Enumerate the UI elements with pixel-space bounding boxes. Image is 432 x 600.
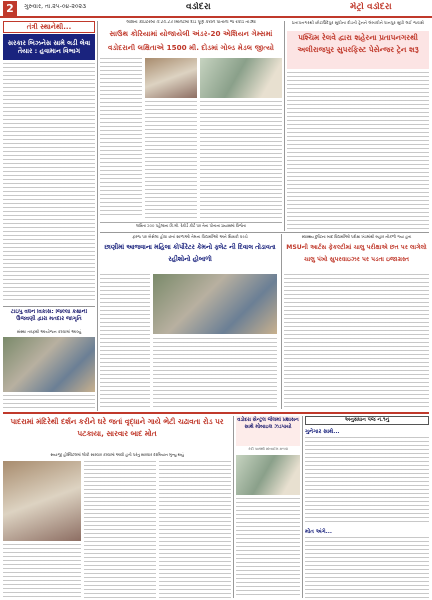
- top-headline2: વડોદરાની લક્ષિતાએ 1500 મી. દોડમાં ગોલ્ડ મેડલ જીત્યો: [108, 43, 274, 52]
- top-body-col2: [145, 101, 197, 218]
- mid-left-body-2: [153, 338, 277, 408]
- continuation-tag-box: [305, 416, 429, 425]
- bottom-kicker: સયાજી હોસ્પિટલમાં લોકો સારવાર કરવામાં આવી હતી પરંતુ સારવાર દરમિયાન મૃત્યુ થયું: [50, 452, 184, 457]
- divider: [3, 412, 429, 414]
- mid-right-kicker-box: [284, 234, 429, 241]
- editorial-headline: સરકાર બિઝનેસ સામે લડી લેવા તૈયાર : હવામાન વિભાગ: [7, 39, 91, 55]
- right-headline: પશ્ચિમ રેલવે દ્વારા શહેરના પ્રતાપનગરથી અલીરાજપુર સુપરફિસ્ટ પેસેન્જર ટ્રેન શરૂ: [297, 33, 419, 54]
- bottom-kicker-box: [3, 452, 231, 459]
- bottom-body-col2: [84, 461, 156, 598]
- side-body: [236, 498, 300, 598]
- cont-body2: [305, 537, 429, 598]
- mid-kicker: ફરજ પર બેસેલા હોવા છતાં શાળાઓ તેમના વિદ્યાર્થીઓ અને શિક્ષકો વચ્ચે: [132, 234, 248, 239]
- mid-right-headline-box: [284, 242, 429, 270]
- mid-left-body: [100, 274, 150, 408]
- mid-right-kicker: સ્વાસ્થ્ય દુર્ઘટના બાદ વિદ્યાર્થીઓ પરીક્ષા ખંડમાંથી બહાર નીકળી ગયા હતા: [301, 234, 412, 239]
- section-city: વડોદરા: [186, 2, 211, 12]
- divider: [100, 232, 429, 233]
- top-kicker-box: [100, 20, 282, 27]
- cont-headline2: મોત અંગે...: [305, 529, 332, 535]
- story2-headline: ટાઇપુ વર્ધન વિકાસ: જિલ્લા કક્ષાની ઉજવણી દ્વારા મતદાર જાગૃતિ: [10, 309, 88, 322]
- column-divider: [281, 234, 282, 409]
- column-divider: [302, 416, 303, 598]
- editorial-body-text: [3, 63, 95, 303]
- page-number: 2: [3, 1, 17, 16]
- cont-headline1: ગુનેગાર સાથે...: [305, 429, 340, 435]
- cont-body1: [305, 437, 429, 525]
- cont-headline1-box: [305, 428, 429, 436]
- side-headline-box: [236, 416, 300, 446]
- edition-date: ગુરુવાર, તા.૨૫-૦૪-૨૦૨૩: [24, 3, 87, 10]
- bottom-body-col1: [3, 544, 81, 598]
- right-kicker-box: [287, 20, 429, 30]
- top-body-col3: [200, 101, 282, 218]
- continuation-tag: અનુસંધાન પેજ નં.૧નું: [344, 417, 390, 423]
- top-kicker: લક્ષિતા ક્રાઇટેરબા 4:24.23 મિનિટમાં દોડ પૂર્ણ કરીને પોતાનો જ રેકોર્ડ તોડ્યો: [126, 20, 256, 25]
- brand-title: મેટ્રો વડોદરા: [350, 2, 392, 12]
- mid-left-headline: છાણીમાં આજવાના મહિલા કોર્પોરેટર કેમનો ફ્લેટ ની દિવાલ તોડાવતા રહીશોનો હોબાળો: [104, 244, 276, 263]
- top-footer-box: [100, 222, 282, 228]
- mid-right-body: [284, 274, 429, 408]
- bottom-body-col3: [159, 461, 231, 598]
- editorial-tag: તંત્રી સ્થાનેથી...: [26, 23, 72, 31]
- top-footer: લક્ષિતા 200 પહેલાના કિ.મી. રેકોર્ડ કોર્ટ પર તેના પોતાના પ્રયાસમાં વિજેતા: [136, 223, 246, 228]
- top-photo-2: [200, 58, 282, 98]
- column-divider: [97, 21, 98, 411]
- top-headline2-box: [100, 41, 282, 55]
- mid-right-headline: MSUની આર્ટસ ફેકલ્ટીમાં ચાલુ પરીક્ષાએ છત પર લાગેલો ચાલુ પંખો સુપરવાઇઝર પર પડતા ઇજાગ્રસ્ત: [286, 244, 427, 263]
- top-headline1: સાઉથ કોરિયામાં યોજાયેલી અંડર-20 એશિયન ગેમ્સમાં: [109, 29, 273, 38]
- mid-left-photo: [153, 274, 277, 334]
- mid-left-headline-box: [100, 242, 280, 270]
- side-photo: [236, 455, 300, 495]
- right-body-text: [287, 72, 429, 230]
- right-headline-box: [287, 31, 429, 69]
- story2-kicker-box: [3, 329, 95, 335]
- side-kicker-box: [236, 447, 300, 453]
- story2-photo: [3, 337, 95, 392]
- top-body-col1: [100, 58, 142, 218]
- story2-kicker: સંસ્થા તરફથી આયોજન કરવામાં આવ્યું: [16, 329, 82, 334]
- bottom-headline: પાદરામાં મંદિરેથી દર્શન કરીને ઘરે જતાં વૃદ્ધાને ગાયે ભેટી ચઢાવતા રોડ પર પટકાયા, સારવાર બાદ મોત: [10, 417, 224, 438]
- side-headline: વડોદરા સેન્ટ્રલ જેલમાં પ્રશાસન સાથે મોબાઇલ ઝડપાયો: [237, 417, 299, 430]
- right-kicker: પ્રતાપનગરથી છોટાઉદેપુર સુધીના દોડતી ટ્રેનને લંબાવીને ધાનપુર સુધી લઈ જવાશે: [291, 20, 425, 25]
- cont-headline2-box: [305, 528, 429, 536]
- column-divider: [233, 416, 234, 598]
- top-headline1-box: [100, 27, 282, 41]
- bottom-headline-box: [3, 416, 231, 452]
- editorial-tag-box: [3, 21, 95, 33]
- mid-kicker-box: [100, 234, 280, 241]
- story2-headline-box: [3, 309, 95, 329]
- page-header: [0, 0, 432, 18]
- column-divider: [284, 21, 285, 231]
- bottom-photo: [3, 461, 81, 541]
- story2-body-text: [3, 395, 95, 411]
- divider: [3, 306, 95, 307]
- editorial-headline-box: [3, 34, 95, 60]
- side-kicker: કેદી પાસેથી મોબાઈલ મળ્યો: [248, 447, 288, 451]
- top-photo-1: [145, 58, 197, 98]
